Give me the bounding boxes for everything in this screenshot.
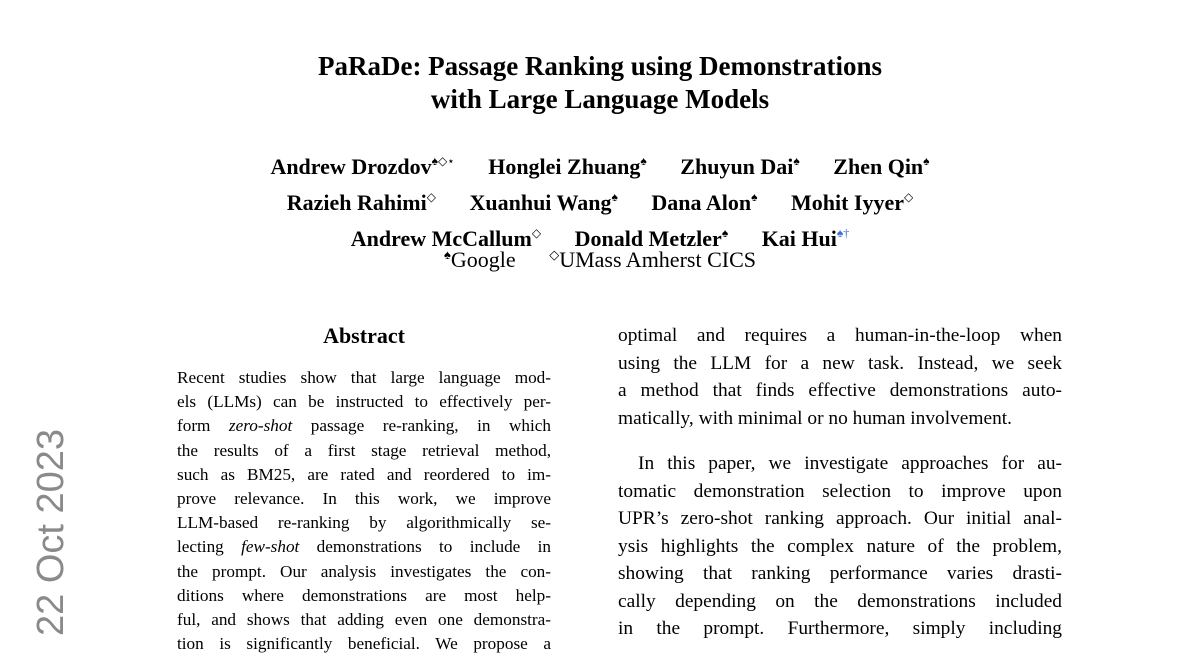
author: Dana Alon♠ (651, 190, 758, 215)
affiliation-marks: ♠ (640, 154, 647, 168)
affiliations (0, 240, 1200, 275)
author-line (0, 182, 1200, 218)
text-line: In this paper, we investigate approaches for au- (638, 453, 1062, 474)
abstract-line: prove relevance. In this work, we improve (177, 489, 551, 509)
paper-title (0, 50, 1200, 116)
affiliation-marks: ♠ (611, 190, 618, 204)
author: Donald Metzler♠ (574, 226, 729, 251)
affiliation-marks: ◇ (903, 190, 914, 204)
author: Zhuyun Dai♠ (680, 154, 800, 179)
text-line: ysis highlights the complex nature of the problem, (618, 535, 1062, 557)
author-line (0, 146, 1200, 182)
affiliation: ◇UMass Amherst CICS (549, 247, 756, 272)
introduction-column (618, 322, 1062, 643)
affiliation-marks: ♠† (836, 226, 850, 240)
author: Mohit Iyyer◇ (790, 190, 914, 215)
abstract-line: such as BM25, are rated and reordered to im- (177, 464, 551, 484)
author: Kai Hui♠† (761, 226, 850, 251)
text-line: tomatic demonstration selection to improve upon (618, 480, 1062, 502)
title-line: with Large Language Models (430, 84, 770, 114)
abstract-line: tion is significantly beneficial. We propose a (177, 634, 551, 654)
author: Andrew Drozdov♠◇⋆ (270, 154, 455, 179)
affiliation-marks: ◇ (531, 226, 542, 240)
abstract-line: LLM-based re-ranking by algorithmically se- (177, 513, 551, 533)
text-line: in the prompt. Furthermore, simply including (618, 618, 1062, 639)
text-line: showing that ranking performance varies drasti- (618, 563, 1062, 584)
affiliation-mark: ◇ (549, 247, 560, 262)
author: Honglei Zhuang♠ (488, 154, 647, 179)
abstract-line: els (LLMs) can be instructed to effectively per- (177, 392, 551, 412)
arxiv-date-stamp: 22 Oct 2023 (30, 428, 72, 636)
affiliation-marks: ◇ (426, 190, 436, 204)
author: Andrew McCallum◇ (350, 226, 542, 251)
author: Xuanhui Wang♠ (469, 190, 618, 215)
text-line: cally depending on the demonstrations included (618, 590, 1062, 612)
abstract-line: the prompt. Our analysis investigates the con- (177, 561, 551, 581)
author: Razieh Rahimi◇ (286, 190, 436, 215)
affiliation-mark: ♠ (444, 247, 451, 262)
affiliation-marks: ♠ (751, 190, 758, 204)
affiliation-marks: ♠ (721, 226, 729, 240)
author-list (0, 146, 1200, 254)
paragraph (618, 450, 1062, 643)
affiliation-marks: ♠ (793, 154, 800, 168)
abstract-line: ful, and shows that adding even one demonstra- (177, 610, 551, 630)
abstract-line: Recent studies show that large language mod- (177, 368, 551, 387)
affiliation-marks: ♠◇⋆ (431, 154, 455, 168)
affiliation-marks: ♠ (923, 154, 930, 168)
abstract-body (177, 366, 551, 656)
abstract-line: form zero-shot passage re-ranking, in which (177, 416, 551, 436)
paragraph (618, 322, 1062, 432)
abstract-line: ditions where demonstrations are most help- (177, 585, 551, 605)
affiliation: ♠Google (444, 247, 516, 272)
abstract-line: lecting few-shot demonstrations to include in (177, 537, 551, 557)
abstract-line: the results of a first stage retrieval method, (177, 440, 551, 460)
text-line: matically, with minimal or no human involvement. (618, 407, 1013, 429)
author: Zhen Qin♠ (833, 154, 930, 179)
text-line: optimal and requires a human-in-the-loop when (618, 325, 1062, 346)
text-line: using the LLM for a new task. Instead, we seek (618, 352, 1062, 374)
text-line: UPR’s zero-shot ranking approach. Our initial anal- (618, 508, 1062, 529)
abstract-heading: Abstract (323, 323, 405, 348)
text-line: a method that finds effective demonstrations auto- (618, 380, 1062, 401)
title-line: PaRaDe: Passage Ranking using Demonstrations (317, 51, 883, 81)
